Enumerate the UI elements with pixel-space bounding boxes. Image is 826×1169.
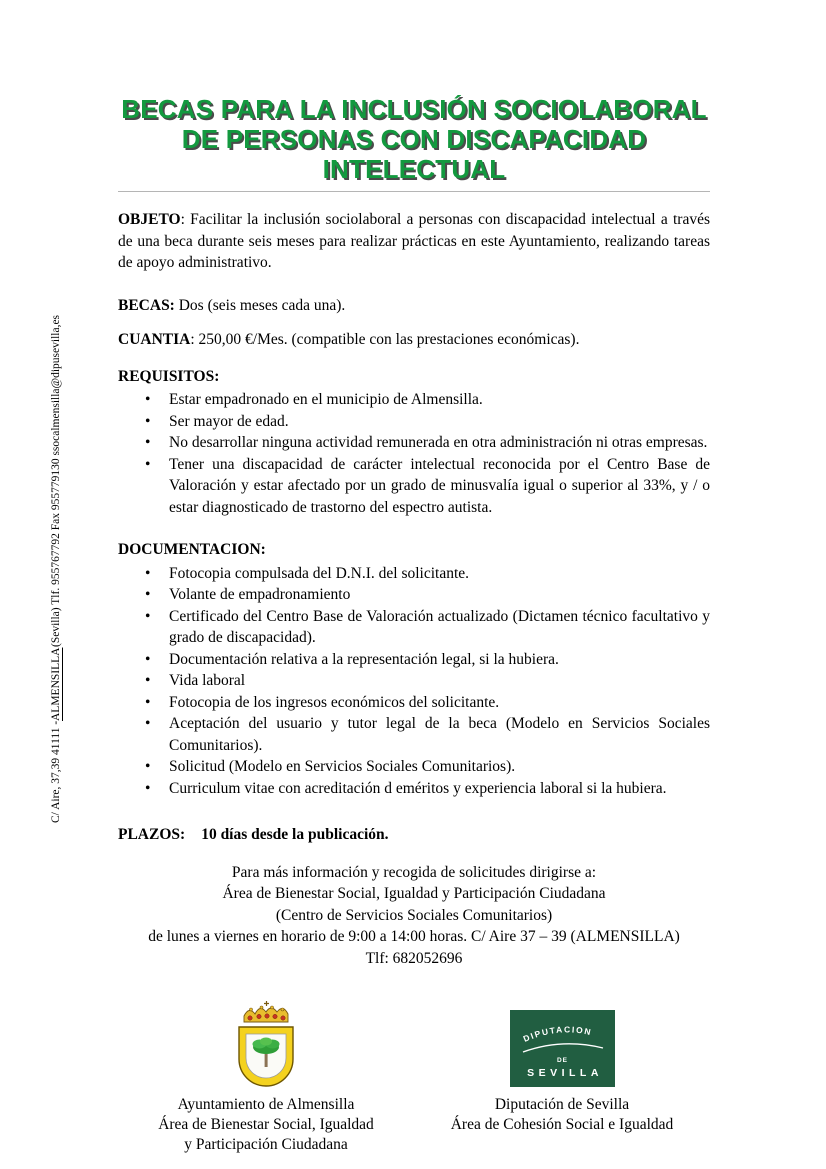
plazos-text: 10 días desde la publicación. bbox=[201, 826, 389, 843]
address-municipality: ALMENSILLA bbox=[50, 647, 62, 721]
contact-info-line: de lunes a viernes en horario de 9:00 a 14:00 horas. C/ Aire 37 – 39 (ALMENSILLA) bbox=[148, 928, 680, 945]
footer-left-caption-line: y Participación Ciudadana bbox=[184, 1136, 348, 1153]
requisitos-item: • Tener una discapacidad de carácter intelectual reconocida por el Centro Base de Valoración y estar afectado por un grado de minusvalía igual o superior al 33%, y / o estar diagnosticado de trastorno del espectro autista. bbox=[118, 454, 710, 519]
footer-left-column bbox=[118, 990, 414, 1155]
contact-info-line: (Centro de Servicios Sociales Comunitarios) bbox=[275, 906, 553, 924]
section-cuantia bbox=[118, 329, 710, 351]
address-prefix: C/ Aire, 37,39 41111 - bbox=[50, 720, 62, 823]
footer-right-caption-line: Diputación de Sevilla bbox=[494, 1096, 630, 1113]
section-becas bbox=[118, 295, 710, 317]
requisitos-item: • No desarrollar ninguna actividad remunerada en otra administración ni otras empresas. bbox=[118, 432, 710, 454]
diputacion-sevilla-logo bbox=[510, 990, 615, 1087]
contact-info-block bbox=[118, 862, 710, 970]
plazos-label: PLAZOS: bbox=[118, 826, 186, 843]
footer-left-caption bbox=[158, 1095, 374, 1155]
footer bbox=[118, 990, 710, 1155]
section-objeto bbox=[118, 209, 710, 274]
documentacion-list bbox=[118, 563, 710, 800]
document-content bbox=[118, 0, 710, 1155]
almensilla-crest-logo bbox=[223, 990, 309, 1087]
footer-left-caption-line: Ayuntamiento de Almensilla bbox=[177, 1096, 355, 1113]
documentacion-item: • Vida laboral bbox=[118, 670, 710, 692]
documentacion-heading: DOCUMENTACION: bbox=[118, 541, 266, 558]
contact-info-line: Área de Bienestar Social, Igualdad y Participación Ciudadana bbox=[222, 885, 606, 902]
footer-right-caption bbox=[451, 1095, 674, 1135]
contact-info-line: Para más información y recogida de solicitudes dirigirse a: bbox=[231, 863, 597, 881]
becas-text: Dos (seis meses cada una). bbox=[174, 296, 346, 314]
objeto-label: OBJETO bbox=[118, 211, 181, 228]
requisitos-list bbox=[118, 389, 710, 518]
documentacion-item: • Aceptación del usuario y tutor legal de la beca (Modelo en Servicios Sociales Comunitarios). bbox=[118, 713, 710, 756]
documentacion-item: • Fotocopia de los ingresos económicos del solicitante. bbox=[118, 692, 710, 714]
requisitos-item: • Ser mayor de edad. bbox=[118, 411, 710, 433]
documentacion-item: • Solicitud (Modelo en Servicios Sociales Comunitarios). bbox=[118, 756, 710, 778]
diputacion-logo-bottom-text: SEVILLA bbox=[526, 1067, 603, 1079]
footer-right-caption-line: Área de Cohesión Social e Igualdad bbox=[450, 1116, 674, 1133]
requisitos-item: • Estar empadronado en el municipio de Almensilla. bbox=[118, 389, 710, 411]
page-title bbox=[118, 94, 710, 184]
section-plazos bbox=[118, 824, 710, 846]
documentacion-item: • Fotocopia compulsada del D.N.I. del solicitante. bbox=[118, 563, 710, 585]
vertical-address-note bbox=[50, 278, 62, 860]
title-divider bbox=[118, 191, 710, 192]
documentacion-item: • Volante de empadronamiento bbox=[118, 584, 710, 606]
becas-label: BECAS: bbox=[118, 296, 175, 314]
page-title-line: DE PERSONAS CON DISCAPACIDAD bbox=[181, 124, 647, 154]
almensilla-crest-icon bbox=[223, 991, 309, 1087]
documentacion-item: • Curriculum vitae con acreditación d eméritos y experiencia laboral si la hubiera. bbox=[118, 778, 710, 800]
cuantia-text: : 250,00 €/Mes. (compatible con las prestaciones económicas). bbox=[190, 331, 580, 348]
diputacion-sevilla-icon bbox=[510, 1010, 615, 1087]
requisitos-heading: REQUISITOS: bbox=[118, 367, 220, 385]
contact-info-line: Tlf: 682052696 bbox=[365, 949, 463, 967]
page-title-line: INTELECTUAL bbox=[322, 154, 506, 184]
cuantia-label: CUANTIA bbox=[118, 331, 191, 348]
footer-right-column bbox=[414, 990, 710, 1155]
objeto-text: : Facilitar la inclusión sociolaboral a personas con discapacidad intelectual a través de una beca durante seis meses para realizar prácticas en este Ayuntamiento, realizando tareas de apoyo administrativo. bbox=[118, 211, 710, 271]
diputacion-logo-top-text: DIPUTACION bbox=[521, 1024, 593, 1044]
documentacion-item: • Certificado del Centro Base de Valoración actualizado (Dictamen técnico facultativo y grado de discapacidad). bbox=[118, 606, 710, 649]
address-suffix: (Sevilla) Tlf. 955767792 Fax 955779130 ssocalmensilla@dipusevilla,es bbox=[50, 315, 62, 648]
documentacion-item: • Documentación relativa a la representación legal, si la hubiera. bbox=[118, 649, 710, 671]
page-title-line: BECAS PARA LA INCLUSIÓN SOCIOLABORAL bbox=[121, 94, 707, 124]
diputacion-logo-mid-text: DE bbox=[556, 1057, 568, 1064]
footer-left-caption-line: Área de Bienestar Social, Igualdad bbox=[158, 1116, 374, 1133]
